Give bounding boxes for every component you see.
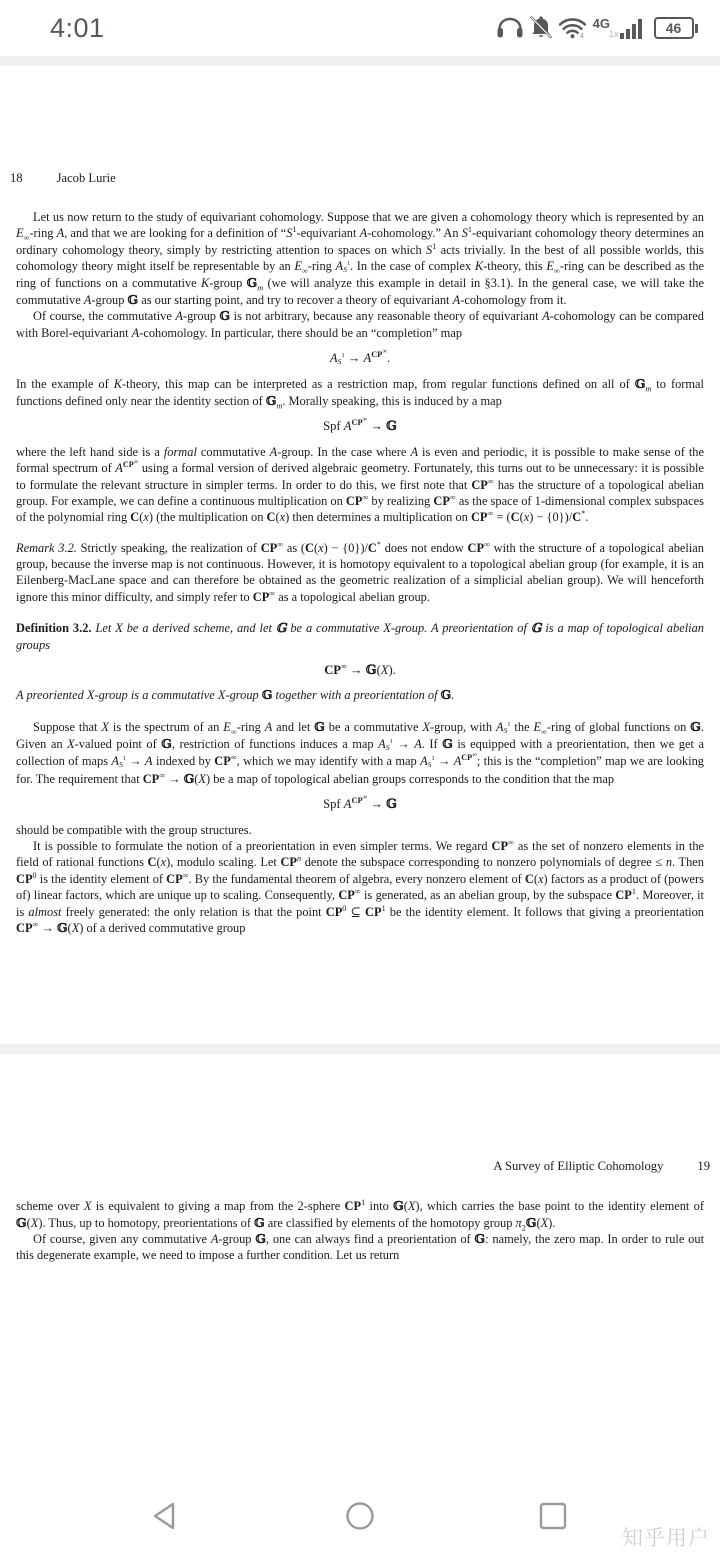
display-equation-2: Spf $A^{CP^\infty}$ → 𝔾 xyxy=(323,416,397,434)
back-triangle-icon xyxy=(147,1496,187,1541)
back-button[interactable] xyxy=(132,1484,202,1554)
paragraph: where the left hand side is a formal commutative A-group. In the case where A is even and periodic, it is possible to make sense of the formal spectrum of $A^{CP^\infty}$ using a formal version of derived algebraic geometry. Fortunately, this turns out to be unnecessary: it is possible to formulate the relevant structure in simpler terms. In order to do this, we first note that CP∞ has the structure of a topological abelian group. For example, we can define a continuous multiplication on CP∞ by realizing CP∞ as the space of 1-dimensional complex subspaces of the polynomial ring C(x) (the multiplication on C(x) then determines a multiplication on CP∞ = (C(x) − {0})/C*. xyxy=(16,444,705,525)
paragraph: It is possible to formulate the notion of a preorientation in even simpler terms. We regard CP∞ as the set of nonzero elements in the field of rational functions C(x), modulo scaling. Let $CP^n$ denote the subspace corresponding to nonzero polynomials of degree ≤ n. Then $CP^0$ is the identity element of CP∞. By the fundamental theorem of algebra, every nonzero element of C(x) factors as a product of (powers of) linear factors, which are unique up to scaling. Consequently, CP∞ is generated, as an abelian group, by the subspace $CP^1$. Moreover, it is almost freely generated: the only relation is that the point $CP^0$ ⊆ $CP^1$ be the identity element. It follows that giving a preorientation CP∞ → 𝔾(X) of a derived commutative group xyxy=(16,837,705,935)
status-icons xyxy=(497,16,698,40)
battery-icon xyxy=(654,17,699,39)
pdf-page-18 xyxy=(0,66,720,1044)
display-equation-4: Spf $A^{CP^\infty}$ → 𝔾 xyxy=(323,794,397,812)
paragraph: Of course, the commutative A-group 𝔾 is not arbitrary, because any reasonable theory of equivariant A-cohomology can be compared with Borel-equivariant A-cohomology. In particular, there should be an “completion” map xyxy=(16,308,704,340)
running-head-title: A Survey of Elliptic Cohomology xyxy=(493,1159,664,1174)
page-19-body xyxy=(10,1198,710,1264)
paragraph: Suppose that X is the spectrum of an $E_\infty$-ring A and let 𝔾 be a commutative X-group, with $AS^1$ the $E_\infty$-ring of global functions on 𝔾. Given an X-valued point of 𝔾, restriction of functions induces a map $AS^1 \to A$. If 𝔾 is equipped with a preorientation, then we get a collection of maps $AS^1 \to A$ indexed by CP∞, which we may identify with a map $AS^1 \to A^{CP^\infty}$; this is the “completion” map we are looking for. The requirement that CP∞ → 𝔾(X) be a map of topological abelian groups corresponds to the condition that the map xyxy=(16,718,704,786)
svg-text:4: 4 xyxy=(579,33,584,39)
status-time: 4:01 xyxy=(50,12,105,43)
recents-button[interactable] xyxy=(518,1484,588,1554)
pdf-page-19 xyxy=(0,1054,720,1264)
document-reader[interactable] xyxy=(0,66,720,1477)
home-button[interactable] xyxy=(325,1484,395,1554)
signal-bars-icon xyxy=(593,16,647,40)
page-18-body xyxy=(10,209,710,936)
paragraph: should be compatible with the group structures. xyxy=(16,822,252,837)
home-circle-icon xyxy=(340,1496,380,1541)
watermark: 知乎用户 xyxy=(622,1526,710,1550)
remark-label: Remark 3.2. xyxy=(16,540,77,555)
wifi-icon xyxy=(559,17,586,39)
paragraph: Of course, given any commutative A-group 𝔾, one can always find a preorientation of 𝔾: namely, the zero map. In order to rule out this degenerate example, we need to impose a further condition. Let us return xyxy=(16,1231,705,1263)
page-running-head-left xyxy=(10,171,710,186)
definition-3-2: Definition 3.2. Let X be a derived scheme, and let 𝔾 be a commutative X-group. A preorientation of 𝔾 is a map of topological abelian groups xyxy=(16,620,704,652)
page-running-head-right xyxy=(10,1159,710,1174)
display-equation-1: $AS^1 \to A^{CP^\infty}$. xyxy=(329,347,391,367)
network-sub-label: 1x xyxy=(608,29,619,39)
paragraph: In the example of K-theory, this map can be interpreted as a restriction map, from regular functions defined on all of 𝔾$_m$ to formal functions defined only near the identity section of 𝔾$_m$. Morally speaking, this is induced by a map xyxy=(16,376,704,411)
paragraph: Let us now return to the study of equivariant cohomology. Suppose that we are given a cohomology theory which is represented by an $E_\infty$-ring A, and that we are looking for a definition of “$S^1$-equivariant A-cohomology.” An $S^1$-equivariant cohomology theory determines an ordinary cohomology theory, simply by restricting attention to spaces on which $S^1$ acts trivially. In the best of all possible worlds, this cohomology theory might itself be representable by an $E_\infty$-ring $AS^1$. In the case of complex K-theory, this $E_\infty$-ring can be described as the ring of functions on a commutative K-group 𝔾$_m$ (we will analyze this example in detail in §3.1). In the general case, we will take the commutative A-group 𝔾 as our starting point, and try to recover a theory of equivariant A-cohomology from it. xyxy=(16,210,705,307)
battery-level-label: 46 xyxy=(665,20,682,36)
headphones-icon xyxy=(497,17,523,39)
definition-continuation: A preoriented X-group is a commutative X-group 𝔾 together with a preorientation of 𝔾. xyxy=(16,687,455,703)
page-separator xyxy=(0,1044,720,1054)
paragraph: scheme over X is equivalent to giving a map from the 2-sphere $CP^1$ into 𝔾(X), which carries the base point to the identity element of 𝔾(X). Thus, up to homotopy, preorientations of 𝔾 are classified by elements of the homotopy group $\pi_2𝔾(X)$. xyxy=(16,1198,704,1233)
top-divider xyxy=(0,56,720,66)
network-type-label: 4G xyxy=(592,16,610,31)
status-bar xyxy=(0,0,720,56)
page-folio-18: 18 xyxy=(10,171,23,185)
recents-square-icon xyxy=(533,1496,573,1541)
running-head-author: Jacob Lurie xyxy=(56,171,116,185)
bell-off-icon xyxy=(530,16,552,40)
navigation-bar xyxy=(0,1477,720,1560)
page-folio-19: 19 xyxy=(697,1159,710,1174)
definition-label: Definition 3.2. xyxy=(16,621,92,636)
remark-3-2: Remark 3.2. Strictly speaking, the realization of CP∞ as (C(x) − {0})/C* does not endow CP∞ with the structure of a topological abelian group, because the inverse map is not continuous. However, it is homotopy equivalent to a topological abelian group (for example, it is an Eilenberg-MacLane space and can therefore be obtained as the geometric realization of a simplicial abelian group). We will henceforth ignore this minor difficulty, and simply refer to CP∞ as a topological abelian group. xyxy=(16,539,704,604)
display-equation-3: CP∞ → 𝔾(X). xyxy=(324,661,396,677)
